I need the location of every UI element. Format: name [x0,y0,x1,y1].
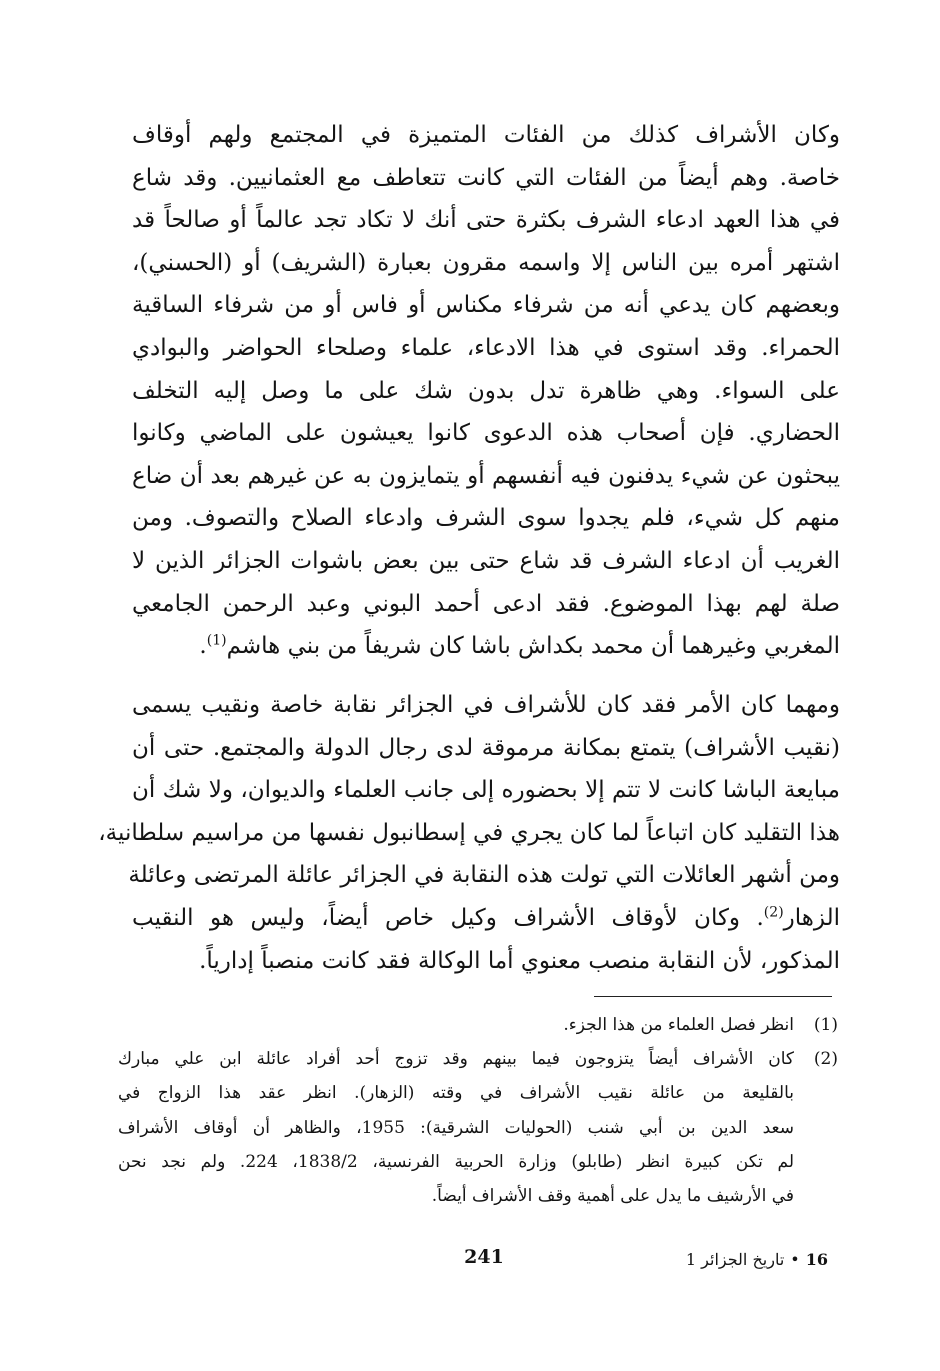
text-line: ومهما كان الأمر فقد كان للأشراف في الجزائر نقابة خاصة ونقيب يسمى [132,692,840,718]
text-line: الحمراء. وقد استوى في هذا الادعاء، علماء وصلحاء الحواضر والبوادي [132,334,840,361]
page-number: 241 [464,1246,504,1268]
footnote-2 [118,1042,838,1213]
footnote-text [118,1008,794,1042]
text-line: خاصة. وهم أيضاً من الفئات التي كانت تتعاطف مع العثمانيين. وقد شاع [132,164,840,191]
text-line: (نقيب الأشراف) يتمتع بمكانة مرموقة لدى رجال الدولة والمجتمع. حتى أن [132,734,840,761]
text-line: وبعضهم كان يدعي أنه من شرفاء مكناس أو فاس أو من شرفاء الساقية [132,292,840,319]
signature-number: 16 [805,1250,828,1269]
signature-bullet: • [790,1250,800,1269]
printer-signature [686,1250,828,1269]
footnote-line: بالقليعة من عائلة نقيب الأشراف في وقته (الزهار). انظر عقد هذا الزواج في [118,1083,794,1104]
text-line [132,897,840,940]
text-line: على السواء. وهي ظاهرة تدل بدون شك على ما وصل إليه التخلف [132,377,840,404]
paragraph-ashraf-status [132,114,840,668]
text-line: يبحثون عن شيء يدفنون فيه أنفسهم أو يتمايزون به عن غيرهم بعد أن ضاع [132,462,840,489]
footnote-text [118,1042,794,1213]
footnote-ref-1[interactable]: (1) [206,632,227,649]
text-line-start: الزهار [783,904,840,931]
footnote-line: في الأرشيف ما يدل على أهمية وقف الأشراف أيضاً. [431,1186,794,1207]
footnote-line: كان الأشراف أيضاً يتزوجون فيما بينهم وقد تزوج أحد أفراد عائلة ابن علي مبارك [118,1049,794,1070]
text-line: مبايعة الباشا كانت لا تتم إلا بحضوره إلى جانب العلماء والديوان، ولا شك أن [132,777,840,804]
text-line: الغريب أن ادعاء الشرف قد شاع حتى بين بعض باشوات الجزائر الذين لا [132,547,840,574]
footnote-ref-2[interactable]: (2) [763,904,784,921]
footnote-number: (1) [813,1015,838,1035]
text-line [132,625,840,668]
text-line: وكان الأشراف كذلك من الفئات المتميزة في المجتمع ولهم أوقاف [132,122,840,148]
text-line-rest: . وكان لأوقاف الأشراف وكيل خاص أيضاً، وليس هو النقيب [132,904,764,931]
text-line: في هذا العهد ادعاء الشرف بكثرة حتى أنك لا تكاد تجد عالماً أو صالحاً قد [132,207,840,234]
text-line: اشتهر أمره بين الناس إلا واسمه مقرون بعبارة (الشريف) أو (الحسني)، [132,249,840,276]
sentence-end: . [199,633,207,660]
footnote-number: (2) [813,1049,838,1070]
text-line: الحضاري. فإن أصحاب هذه الدعوى كانوا يعيشون على الماضي وكانوا [132,420,840,447]
footnote-divider [594,996,832,997]
text-line: صلة لهم بهذا الموضوع. فقد ادعى أحمد البوني وعبد الرحمن الجامعي [132,590,840,617]
footnote-line: لم تكن كبيرة انظر (طابلو) وزارة الحربية الفرنسية، 1838/2، 224. ولم نجد نحن [118,1151,795,1172]
text-line-content: المغربي وغيرهما أن محمد بكداش باشا كان شريفاً من بني هاشم [226,633,840,660]
footnote-1 [118,1008,838,1042]
text-line: هذا التقليد كان اتباعاً لما كان يجري في إسطانبول نفسها من مراسيم سلطانية، [98,819,840,846]
footnote-line: انظر فصل العلماء من هذا الجزء. [563,1015,794,1035]
paragraph-ashraf-naqib [98,684,840,982]
text-line: المذكور، لأن النقابة منصب معنوي أما الوكالة فقد كانت منصباً إدارياً. [199,947,840,974]
footnote-line: سعد الدين بن أبي شنب (الحوليات الشرقية): 1955، والظاهر أن أوقاف الأشراف [118,1117,794,1138]
footnotes [118,1008,838,1213]
text-line: منهم كل شيء، فلم يجدوا سوى الشرف وادعاء الصلاح والتصوف. ومن [132,505,840,532]
text-line: ومن أشهر العائلات التي تولت هذه النقابة في الجزائر عائلة المرتضى وعائلة [128,862,840,889]
signature-text: تاريخ الجزائر 1 [685,1250,785,1269]
